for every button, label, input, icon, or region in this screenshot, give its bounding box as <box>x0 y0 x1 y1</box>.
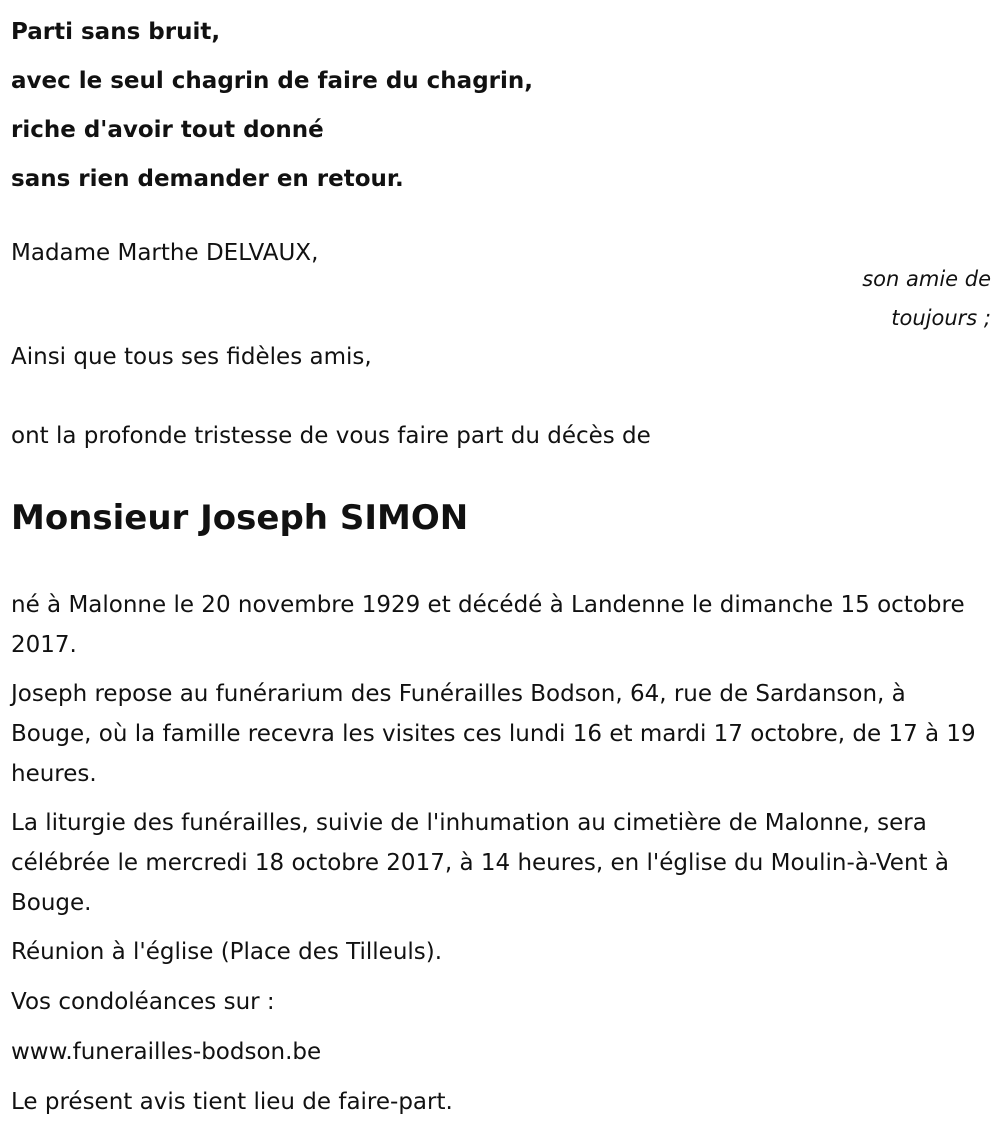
announcement-text: ont la profonde tristesse de vous faire part du décès de <box>11 423 651 449</box>
details-block <box>11 585 991 1132</box>
sender-relation: son amie de toujours ; <box>862 267 991 330</box>
poem-line: sans rien demander en retour. <box>11 166 404 192</box>
poem-line: riche d'avoir tout donné <box>11 117 324 143</box>
visitation-paragraph: Joseph repose au funérarium des Funérailles Bodson, 64, rue de Sardanson, à Bouge, où la famille recevra les visites ces lundi 16 et mardi 17 octobre, de 17 à 19 heures. <box>11 681 976 787</box>
poem-line: Parti sans bruit, <box>11 19 221 45</box>
sender-name: Madame Marthe DELVAUX, <box>11 240 319 266</box>
meeting-paragraph: Réunion à l'église (Place des Tilleuls). <box>11 939 443 965</box>
friends-line: Ainsi que tous ses fidèles amis, <box>11 344 372 370</box>
liturgy-paragraph: La liturgie des funérailles, suivie de l'inhumation au cimetière de Malonne, sera célébrée le mercredi 18 octobre 2017, à 14 heures, en l'église du Moulin-à-Vent à Bouge. <box>11 810 949 916</box>
deceased-name: Monsieur Joseph SIMON <box>11 498 469 538</box>
opening-poem <box>11 8 533 204</box>
condolences-label: Vos condoléances sur : <box>11 989 275 1015</box>
notice-paragraph: Le présent avis tient lieu de faire-part. <box>11 1089 453 1115</box>
birth-death-paragraph: né à Malonne le 20 novembre 1929 et décédé à Landenne le dimanche 15 octobre 2017. <box>11 592 965 658</box>
poem-line: avec le seul chagrin de faire du chagrin, <box>11 68 534 94</box>
website-link[interactable]: www.funerailles-bodson.be <box>11 1039 322 1065</box>
